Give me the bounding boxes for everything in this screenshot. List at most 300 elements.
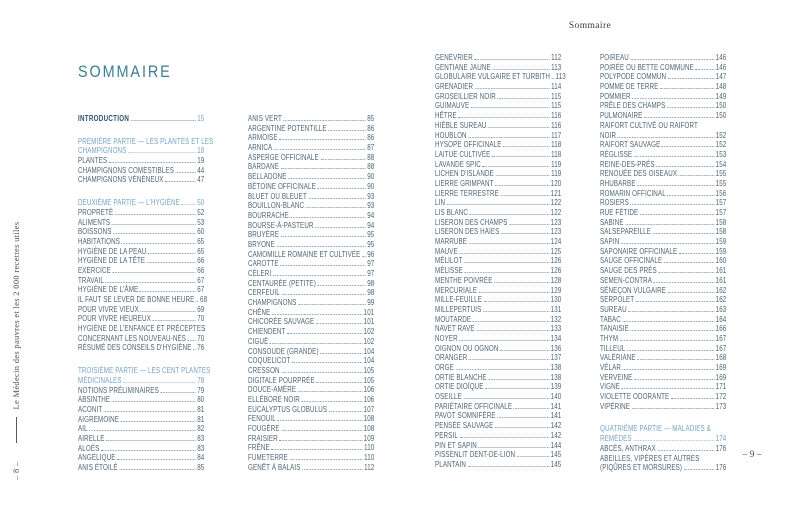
toc-label: MOUTARDE (435, 314, 472, 324)
dot-leader (459, 340, 549, 341)
toc-entry (248, 288, 374, 298)
toc-entry (600, 382, 726, 392)
toc-page-number: 66 (197, 256, 205, 266)
toc-page-number: 15 (197, 114, 205, 123)
dot-leader (329, 411, 362, 412)
toc-entry (248, 317, 374, 327)
toc-entry (600, 92, 726, 102)
toc-page-number: 126 (550, 266, 562, 276)
toc-label: GLOBULAIRE VULGAIRE ET TURBITH (435, 72, 550, 82)
toc-label: LIS BLANC (435, 208, 468, 217)
toc-label: VIPÉRINE (600, 401, 631, 411)
toc-entry (78, 166, 204, 176)
dot-leader (119, 469, 195, 470)
toc-entry (435, 382, 561, 392)
dot-leader (301, 401, 362, 402)
toc-entry (435, 441, 561, 451)
toc-label: MÉDICINALES (78, 375, 122, 385)
toc-entry (435, 305, 561, 315)
dot-leader (362, 256, 366, 257)
dot-leader (106, 440, 196, 441)
toc-label: PREMIÈRE PARTIE — LES PLANTES ET LES (78, 136, 214, 146)
toc-page-number: 52 (197, 207, 205, 217)
toc-page-number: 144 (550, 440, 562, 450)
toc-entry (78, 463, 204, 473)
dot-leader (509, 224, 549, 225)
dot-leader (193, 349, 196, 350)
toc-label: AIGREMOINE (78, 414, 120, 424)
toc-entry (435, 218, 561, 228)
dot-leader (196, 301, 198, 302)
toc-label: VÉLAR (600, 363, 622, 372)
dot-leader (656, 166, 714, 167)
toc-page-number: 137 (550, 353, 562, 363)
toc-label: PERSIL (435, 430, 458, 440)
dot-leader (308, 198, 365, 199)
toc-label: BÉTOINE OFFICINALE (248, 181, 316, 191)
toc-page-number: 67 (197, 285, 205, 295)
toc-page-number: 162 (715, 295, 727, 305)
toc-label: SÉNEÇON VULGAIRE (600, 285, 667, 295)
toc-label: MÉLILOT (435, 256, 463, 266)
toc-entry (248, 230, 374, 240)
dot-leader (131, 120, 196, 121)
toc-label: PISSENLIT DENT-DE-LION (435, 450, 516, 460)
dot-leader (468, 466, 549, 467)
toc-page-number: 69 (197, 304, 205, 314)
toc-entry (435, 227, 561, 237)
spine-strip (10, 190, 22, 480)
toc-page-number: 121 (550, 188, 562, 198)
toc-page-number: 176 (715, 443, 727, 453)
toc-label: NOTIONS PRÉLIMINAIRES (78, 385, 159, 395)
toc-page-number: 86 (367, 133, 375, 143)
toc-entry (248, 201, 374, 211)
toc-entry (435, 402, 561, 412)
dot-leader (281, 168, 366, 169)
toc-page-number: 120 (550, 178, 562, 188)
dot-leader (495, 185, 549, 186)
toc-entry (248, 114, 374, 124)
toc-page-number: 119 (551, 169, 562, 179)
toc-column-1 (78, 114, 214, 473)
toc-page-number: 85 (197, 463, 205, 472)
toc-label: BELLADONE (248, 172, 287, 182)
toc-page-number: 155 (715, 169, 727, 179)
toc-label: SUREAU (600, 304, 627, 314)
toc-label: BRUYÈRE (248, 230, 279, 240)
toc-entry (78, 247, 204, 257)
dot-leader (112, 272, 195, 273)
toc-entry (248, 133, 374, 143)
toc-entry (600, 315, 726, 325)
toc-page-number: 106 (363, 394, 375, 404)
toc-entry (600, 82, 726, 92)
page-title: SOMMAIRE (78, 62, 172, 81)
toc-entry (435, 353, 561, 363)
dot-leader (288, 178, 365, 179)
toc-page-number: 102 (363, 327, 375, 337)
toc-page-number: 152 (715, 130, 727, 140)
toc-label: OSEILLE (435, 392, 462, 402)
toc-page-number: 150 (715, 111, 727, 121)
toc-entry (600, 237, 726, 247)
toc-page-number: 90 (367, 181, 375, 191)
toc-label: TROISIÈME PARTIE — LES CENT PLANTES (78, 366, 211, 376)
toc-entry (435, 266, 561, 276)
toc-entry (600, 334, 726, 344)
toc-entry (248, 347, 374, 357)
toc-page-number: 123 (550, 217, 562, 227)
dot-leader (634, 156, 714, 157)
toc-page-number: 105 (363, 375, 375, 385)
toc-page-number: 128 (550, 275, 562, 285)
toc-label: GUIMAUVE (435, 101, 470, 111)
dot-leader (623, 321, 714, 322)
dot-leader (469, 359, 549, 360)
toc-page-number: 88 (367, 162, 375, 172)
toc-page-number: 118 (551, 149, 562, 159)
toc-page-number: 80 (197, 395, 205, 405)
dot-leader (469, 243, 549, 244)
toc-label: HYGIÈNE DE L'ÂME (78, 285, 139, 295)
toc-label: TRAVAIL (78, 275, 104, 285)
toc-entry (78, 324, 204, 334)
dot-leader (503, 146, 549, 147)
toc-label: SERPOLET (600, 295, 635, 305)
dot-leader (298, 304, 366, 305)
toc-label: FRAISIER (248, 433, 278, 443)
toc-page-number: 82 (197, 424, 205, 434)
toc-label: LISERON DES HAIES (435, 227, 500, 237)
toc-label: ABSINTHE (78, 395, 111, 405)
toc-entry (248, 124, 374, 134)
toc-page-number: 168 (715, 353, 727, 363)
toc-entry (600, 344, 726, 354)
toc-entry (435, 237, 561, 247)
dot-leader (463, 398, 549, 399)
dot-leader (514, 408, 549, 409)
dot-leader (115, 214, 196, 215)
toc-page-number: 94 (367, 210, 375, 220)
toc-page-number: 169 (715, 372, 727, 382)
toc-page-number: 83 (197, 433, 205, 443)
toc-label: DIGITALE POURPRÉE (248, 375, 315, 385)
toc-page-number: 98 (367, 278, 375, 288)
dot-leader (298, 391, 362, 392)
toc-page-number: 145 (550, 450, 562, 460)
toc-heading (600, 424, 726, 434)
dot-leader (628, 311, 714, 312)
toc-entry (78, 395, 204, 405)
toc-label: CERFEUIL (248, 288, 280, 298)
toc-label: POIRÉE OU BETTE COMMUNE (600, 62, 694, 72)
toc-page-number: 79 (197, 385, 205, 395)
left-page-number: – 8 – (11, 461, 21, 480)
toc-page-number: 70 (197, 314, 205, 324)
toc-page-number: 130 (550, 295, 562, 305)
dot-leader (104, 411, 196, 412)
toc-entry (248, 356, 374, 366)
dot-leader (623, 369, 714, 370)
toc-entry (248, 434, 374, 444)
toc-column-2 (248, 114, 374, 472)
toc-entry (78, 266, 204, 276)
toc-entry (78, 305, 204, 315)
toc-label: BARDANE (248, 162, 279, 172)
toc-page-number: 112 (551, 53, 562, 62)
toc-label: ROMARIN OFFICINAL (600, 188, 666, 198)
toc-label: MERCURIALE (435, 285, 478, 295)
dot-leader (483, 166, 550, 167)
toc-label: MÉLISSE (435, 266, 463, 276)
toc-page-number: 101 (363, 317, 375, 327)
toc-entry (600, 444, 726, 454)
toc-entry (248, 153, 374, 163)
dot-leader (473, 321, 549, 322)
toc-page-number: 116 (551, 120, 562, 130)
toc-label: RHUBARBE (600, 178, 636, 188)
toc-entry (248, 279, 374, 289)
dot-leader (476, 330, 549, 331)
toc-label: CHAMPIGNONS VÉNÉNEUX (78, 175, 164, 185)
toc-page-number: 176 (715, 463, 727, 473)
toc-page-number: 139 (550, 382, 562, 392)
dot-leader (679, 253, 714, 254)
toc-entry (600, 189, 726, 199)
toc-label: HABITATIONS (78, 236, 120, 246)
toc-page-number: 147 (715, 72, 727, 82)
dot-leader (148, 253, 196, 254)
toc-page-number: 150 (715, 101, 727, 111)
toc-entry (435, 189, 561, 199)
dot-leader (664, 262, 714, 263)
toc-page-number: 122 (550, 198, 562, 208)
toc-label: ARNICA (248, 143, 273, 153)
toc-label: ANIS ÉTOILÉ (78, 463, 118, 472)
toc-page-number: 108 (363, 414, 375, 424)
toc-label: CHAMPIGNONS COMESTIBLES (78, 165, 174, 175)
toc-label: ALIMENTS (78, 217, 111, 227)
toc-label: BRYONE (248, 239, 275, 249)
toc-entry (78, 434, 204, 444)
toc-page-number: 97 (367, 259, 375, 269)
toc-label: ORGE (435, 363, 454, 372)
toc-label: FRÊNE (248, 443, 270, 453)
toc-page-number: 112 (364, 462, 375, 472)
dot-leader (640, 214, 714, 215)
toc-label: SALSEPAREILLE (600, 227, 652, 237)
dot-leader (320, 159, 365, 160)
dot-leader (644, 117, 714, 118)
dot-leader (165, 181, 195, 182)
toc-entry (600, 63, 726, 73)
dot-leader (89, 430, 195, 431)
toc-page-number: 136 (550, 343, 562, 353)
dot-leader (113, 233, 195, 234)
toc-column-4 (600, 53, 726, 473)
dot-leader (618, 137, 714, 138)
dot-leader (106, 282, 196, 283)
dot-leader (122, 243, 196, 244)
toc-label: ORTIE BLANCHE (435, 372, 487, 382)
toc-page-number: 166 (715, 324, 727, 334)
toc-page-number: 110 (364, 443, 375, 453)
toc-label: RAIFORT CULTIVÉ OU RAIFORT (600, 120, 698, 130)
spine-book-title: Le Médecin des pauvres et les 2 000 recettes utiles (11, 221, 21, 410)
dot-leader (287, 333, 362, 334)
toc-page-number: 19 (197, 156, 205, 166)
toc-page-number: 145 (550, 459, 562, 469)
toc-entry (435, 256, 561, 266)
toc-label: MAUVE (435, 246, 458, 256)
toc-page-number: 125 (550, 246, 562, 256)
toc-label: REINE-DES-PRÉS (600, 159, 655, 169)
toc-entry (600, 169, 726, 179)
dot-leader (279, 440, 362, 441)
toc-label: PENSÉE SAUVAGE (435, 421, 494, 431)
toc-entry (435, 460, 561, 470)
toc-label: TABAC (600, 314, 621, 324)
toc-page-number: 148 (715, 82, 727, 92)
dot-leader (636, 301, 714, 302)
toc-label: AIRELLE (78, 433, 105, 443)
toc-entry (435, 392, 561, 402)
toc-page-number: 93 (367, 201, 375, 211)
toc-page-number: 87 (367, 143, 375, 153)
toc-page-number: 65 (197, 246, 205, 256)
dot-leader (290, 459, 363, 460)
toc-page-number: 119 (551, 159, 562, 169)
toc-label: MILLE-FEUILLE (435, 295, 482, 305)
toc-entry (78, 314, 204, 324)
toc-label: NAVET RAVE (435, 324, 475, 334)
toc-entry (248, 269, 374, 279)
toc-entry (248, 424, 374, 434)
dot-leader (292, 362, 362, 363)
dot-leader (270, 343, 362, 344)
toc-page-number: 83 (197, 443, 205, 453)
toc-label: COQUELICOT (248, 356, 291, 366)
toc-page-number: 142 (550, 430, 562, 440)
dot-leader (622, 388, 714, 389)
toc-label: SEMEN-CONTRA (600, 275, 653, 285)
toc-page-number: 169 (715, 363, 727, 372)
toc-entry (248, 327, 374, 337)
dot-leader (620, 340, 714, 341)
dot-leader (517, 456, 549, 457)
toc-page-number: 160 (715, 256, 727, 266)
toc-page-number: 104 (363, 346, 375, 356)
toc-entry (248, 172, 374, 182)
toc-label: NOYER (435, 333, 458, 343)
dot-leader (479, 292, 549, 293)
toc-entry (600, 227, 726, 237)
dot-leader (667, 195, 714, 196)
dot-leader (668, 292, 714, 293)
toc-entry (78, 156, 204, 166)
toc-label: HIÈBLE SUREAU (435, 120, 487, 130)
toc-label: CHIENDENT (248, 327, 286, 337)
dot-leader (627, 350, 714, 351)
toc-label: PLANTAIN (435, 459, 466, 469)
toc-label: POLYPODE COMMUN (600, 72, 667, 82)
dot-leader (316, 323, 362, 324)
toc-label: HYGIÈNE DE LA TÊTE (78, 256, 146, 266)
toc-label: CRESSON (248, 365, 280, 375)
toc-entry (248, 366, 374, 376)
toc-entry (78, 334, 204, 344)
toc-label: TANAISIE (600, 324, 629, 334)
dot-leader (497, 98, 549, 99)
toc-page-number: 66 (197, 265, 205, 275)
toc-page-number: 107 (363, 404, 375, 414)
toc-label: CHÊNE (248, 307, 271, 317)
dot-leader (488, 127, 549, 128)
toc-entry (600, 256, 726, 266)
toc-label: LIERRE TERRESTRE (435, 188, 499, 198)
dot-leader (679, 175, 714, 176)
dot-leader (281, 236, 366, 237)
toc-label: SAPONAIRE OFFICINALE (600, 246, 678, 256)
toc-label: ANIS VERT (248, 114, 282, 123)
toc-entry (600, 72, 726, 82)
toc-label: HOUBLON (435, 130, 467, 140)
toc-label: CÉLERI (248, 269, 272, 278)
toc-page-number: 158 (715, 227, 727, 237)
toc-entry (435, 179, 561, 189)
toc-entry (600, 402, 726, 412)
toc-heading (78, 146, 204, 156)
toc-page-number: 60 (197, 227, 205, 237)
toc-label: NOIR (600, 130, 617, 140)
toc-page-number: 98 (367, 288, 375, 298)
toc-entry (435, 131, 561, 141)
toc-entry (600, 463, 726, 473)
toc-page-number: 102 (363, 336, 375, 346)
toc-page-number: 158 (715, 217, 727, 227)
toc-entry (435, 344, 561, 354)
dot-leader (460, 437, 550, 438)
running-header: Sommaire (568, 21, 612, 31)
dot-leader (320, 353, 362, 354)
toc-label: ALOÈS (78, 443, 100, 453)
toc-entry (600, 305, 726, 315)
dot-leader (318, 285, 366, 286)
dot-leader (281, 294, 365, 295)
toc-label: QUATRIÈME PARTIE — MALADIES & (600, 424, 711, 434)
dot-leader (458, 117, 549, 118)
toc-entry (248, 162, 374, 172)
toc-entry (600, 53, 726, 63)
toc-entry (600, 101, 726, 111)
toc-entry (435, 72, 566, 82)
toc-label: ABCÈS, ANTHRAX (600, 443, 656, 453)
toc-label: ANGÉLIQUE (78, 453, 116, 463)
toc-entry (248, 143, 374, 153)
dot-leader (182, 204, 196, 205)
toc-label: GENÉVRIER (435, 53, 473, 62)
dot-leader (684, 469, 714, 470)
toc-entry (600, 363, 726, 373)
toc-entry (78, 415, 204, 425)
toc-page-number: 146 (715, 53, 727, 62)
toc-page-number: 153 (715, 149, 727, 159)
dot-leader (306, 207, 366, 208)
toc-page-number: 174 (715, 434, 727, 444)
toc-label: FUMETERRE (248, 453, 288, 463)
toc-entry (600, 218, 726, 228)
